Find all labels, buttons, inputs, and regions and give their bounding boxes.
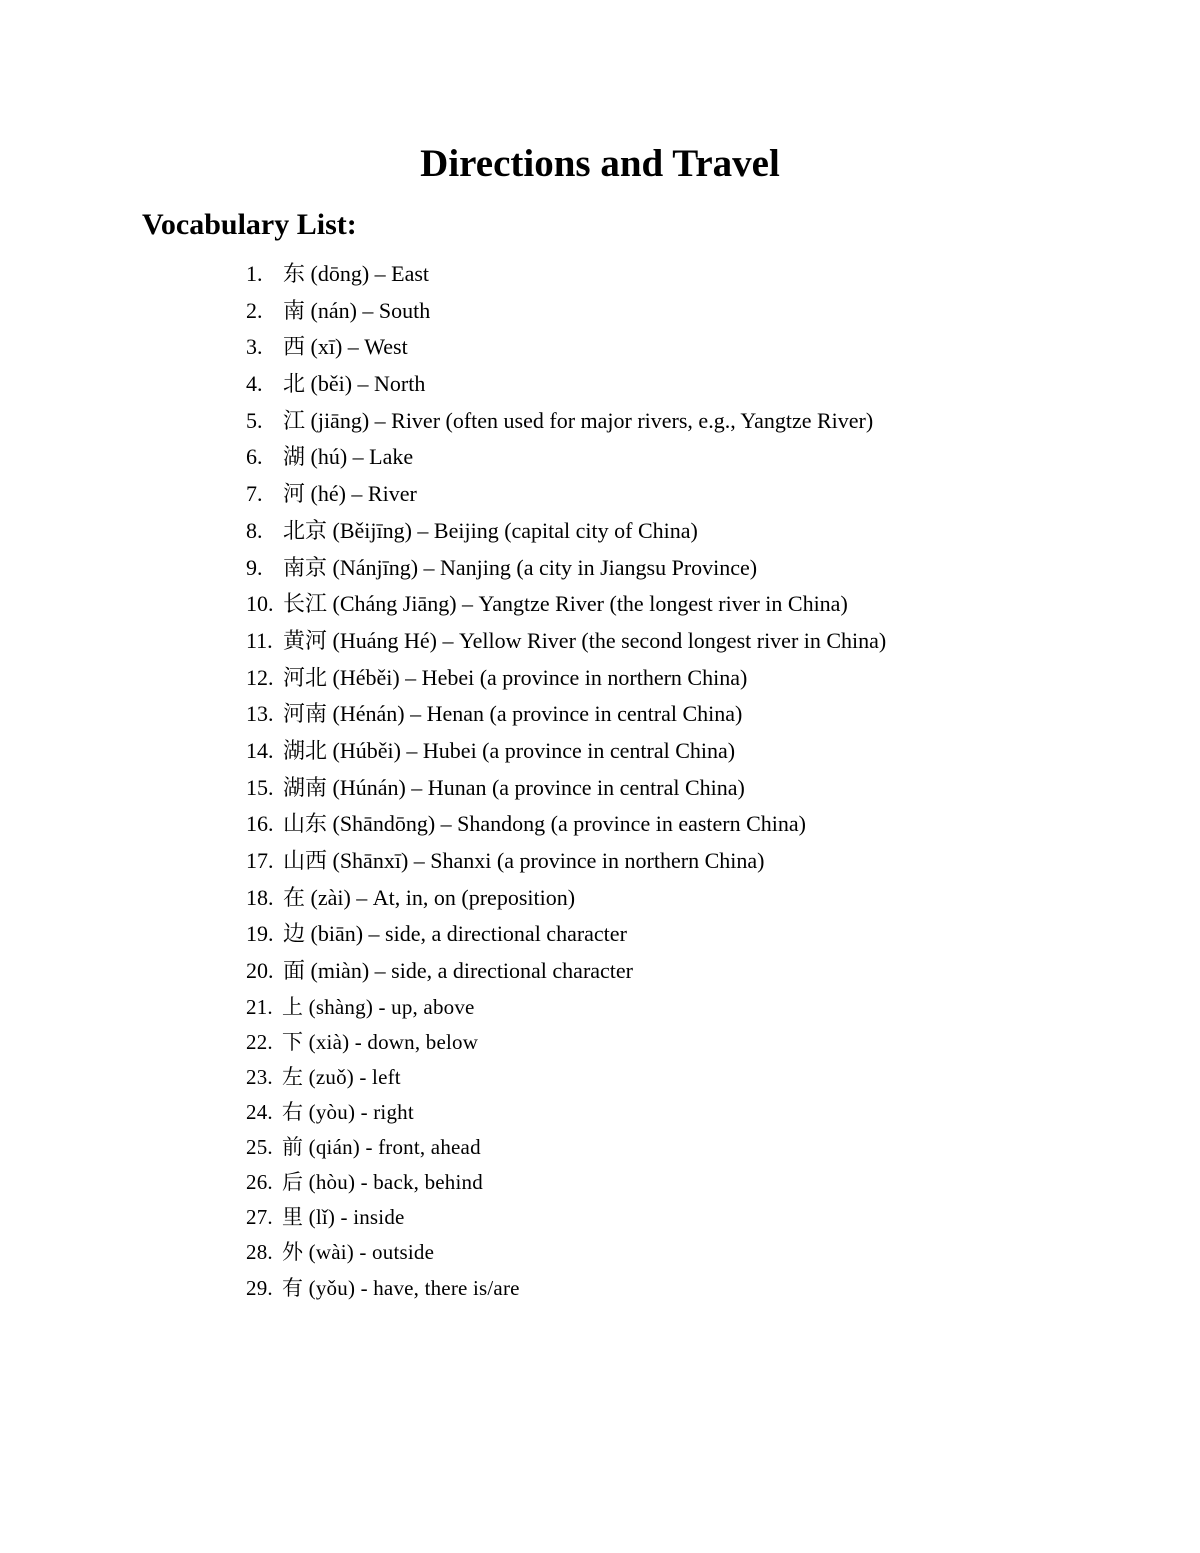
item-text: 后 (hòu) - back, behind (282, 1170, 483, 1195)
item-number: 5. (246, 407, 263, 433)
list-item (0, 1095, 1200, 1130)
item-text: 江 (jiāng) – River (often used for major rivers, e.g., Yangtze River) (283, 407, 874, 433)
item-number: 8. (246, 517, 263, 543)
item-number: 19. (246, 921, 274, 947)
item-number: 25. (246, 1135, 273, 1160)
list-item (0, 403, 1200, 440)
list-item (0, 1060, 1200, 1095)
item-number: 26. (246, 1170, 273, 1195)
vocabulary-list (0, 256, 1200, 1306)
list-item (0, 366, 1200, 403)
item-number: 3. (246, 334, 263, 360)
list-item (0, 843, 1200, 880)
item-text: 南 (nán) – South (283, 297, 431, 323)
item-text: 西 (xī) – West (283, 334, 408, 360)
item-number: 27. (246, 1205, 273, 1230)
list-item (0, 806, 1200, 843)
list-item (0, 1130, 1200, 1165)
item-text: 黄河 (Huáng Hé) – Yellow River (the second longest river in China) (283, 627, 887, 653)
list-item (0, 476, 1200, 513)
item-number: 9. (246, 554, 263, 580)
item-text: 北京 (Běijīng) – Beijing (capital city of China) (283, 517, 698, 543)
list-item (0, 1165, 1200, 1200)
item-number: 28. (246, 1240, 273, 1265)
item-text: 在 (zài) – At, in, on (preposition) (283, 884, 576, 910)
item-text: 湖南 (Húnán) – Hunan (a province in central China) (283, 774, 745, 800)
item-text: 左 (zuǒ) - left (282, 1064, 401, 1089)
item-text: 山东 (Shāndōng) – Shandong (a province in eastern China) (283, 811, 806, 837)
item-number: 10. (246, 591, 274, 617)
item-number: 29. (246, 1275, 273, 1300)
section-heading: Vocabulary List: (142, 208, 357, 241)
item-text: 外 (wài) - outside (282, 1240, 435, 1265)
item-text: 山西 (Shānxī) – Shanxi (a province in northern China) (283, 848, 765, 873)
list-item (0, 953, 1200, 990)
item-number: 17. (246, 848, 274, 873)
item-number: 18. (246, 884, 274, 910)
item-number: 12. (246, 664, 274, 690)
list-item (0, 1235, 1200, 1270)
item-number: 21. (246, 994, 273, 1019)
item-number: 11. (246, 627, 273, 653)
item-number: 20. (246, 958, 274, 984)
item-text: 上 (shàng) - up, above (282, 994, 475, 1019)
list-item (0, 623, 1200, 660)
item-text: 里 (lǐ) - inside (282, 1205, 405, 1230)
list-item (0, 660, 1200, 697)
item-text: 边 (biān) – side, a directional character (283, 921, 627, 947)
list-item (0, 770, 1200, 807)
item-text: 河南 (Hénán) – Henan (a province in central China) (283, 701, 743, 727)
item-text: 湖北 (Húběi) – Hubei (a province in central China) (283, 737, 736, 763)
list-item (0, 990, 1200, 1025)
item-text: 下 (xià) - down, below (282, 1029, 479, 1054)
item-text: 有 (yǒu) - have, there is/are (282, 1275, 520, 1300)
item-text: 前 (qián) - front, ahead (282, 1135, 481, 1160)
item-number: 15. (246, 774, 274, 800)
item-text: 面 (miàn) – side, a directional character (283, 958, 634, 984)
item-text: 湖 (hú) – Lake (283, 444, 414, 470)
list-item (0, 733, 1200, 770)
item-number: 13. (246, 701, 274, 727)
item-text: 河北 (Héběi) – Hebei (a province in northern China) (283, 664, 748, 690)
item-text: 长江 (Cháng Jiāng) – Yangtze River (the longest river in China) (283, 591, 848, 617)
item-text: 北 (běi) – North (283, 371, 426, 397)
item-number: 1. (246, 261, 263, 286)
item-number: 16. (246, 811, 274, 837)
item-text: 南京 (Nánjīng) – Nanjing (a city in Jiangsu Province) (283, 554, 758, 580)
list-item (0, 439, 1200, 476)
list-item (0, 256, 1200, 293)
item-text: 右 (yòu) - right (282, 1100, 414, 1125)
item-number: 22. (246, 1029, 273, 1054)
item-text: 东 (dōng) – East (283, 261, 430, 286)
list-item (0, 550, 1200, 587)
document-title: Directions and Travel (420, 142, 780, 185)
list-item (0, 1271, 1200, 1306)
item-number: 2. (246, 297, 263, 323)
list-item (0, 1200, 1200, 1235)
item-number: 14. (246, 737, 274, 763)
list-item (0, 513, 1200, 550)
list-item (0, 329, 1200, 366)
list-item (0, 1025, 1200, 1060)
item-number: 4. (246, 371, 263, 397)
item-number: 7. (246, 481, 263, 507)
list-item (0, 293, 1200, 330)
list-item (0, 880, 1200, 917)
list-item (0, 916, 1200, 953)
list-item (0, 696, 1200, 733)
list-item (0, 586, 1200, 623)
item-number: 23. (246, 1064, 273, 1089)
item-number: 6. (246, 444, 263, 470)
item-number: 24. (246, 1100, 273, 1125)
item-text: 河 (hé) – River (283, 481, 417, 507)
